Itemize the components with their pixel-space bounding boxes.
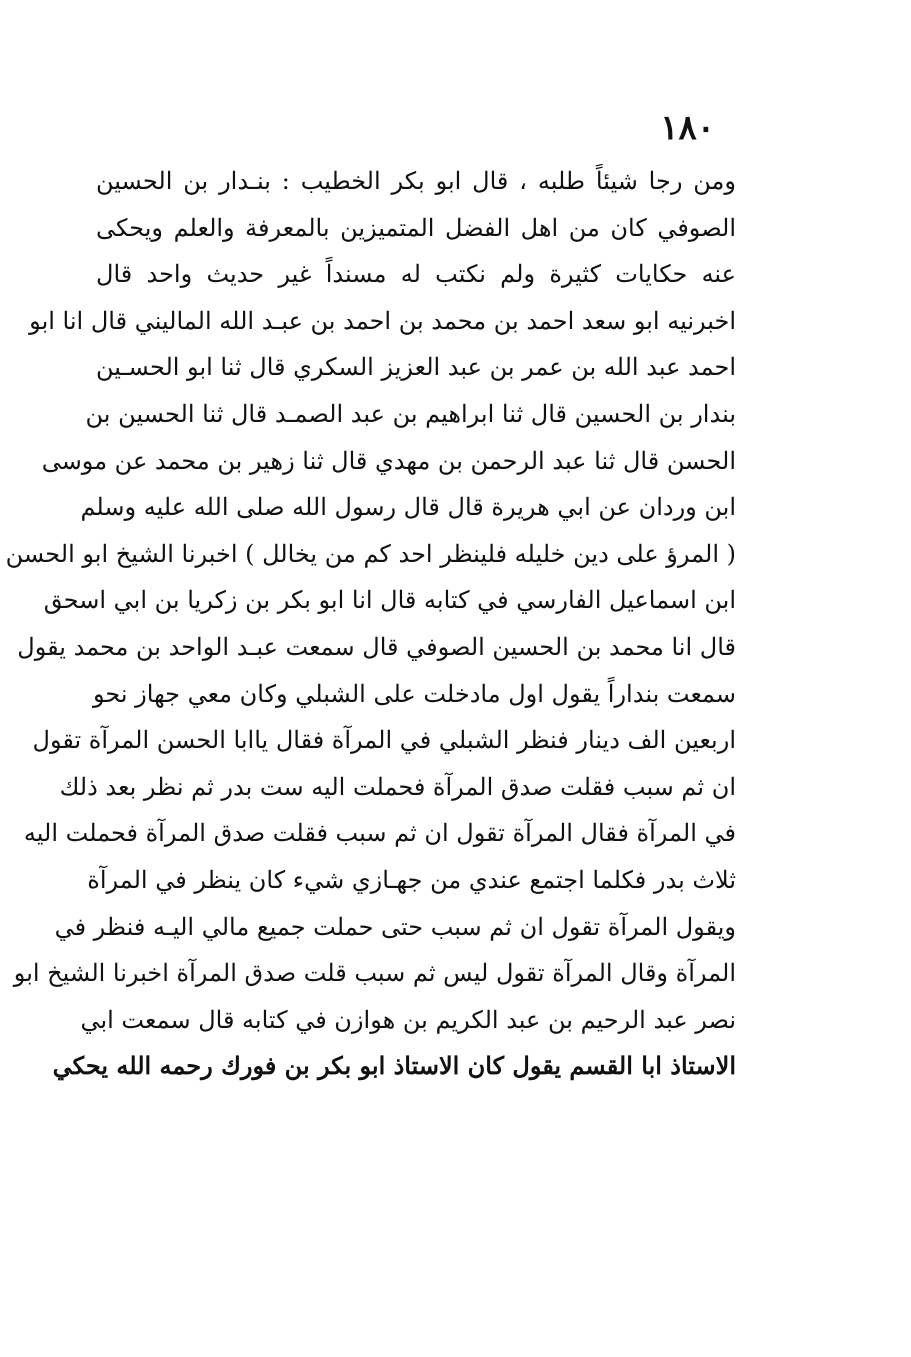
text-line: الصوفي كان من اهل الفضل المتميزين بالمعرفة والعلم ويحكى bbox=[96, 213, 736, 242]
text-line: اخبرنيه ابو سعد احمد بن محمد بن احمد بن عبـد الله الماليني قال انا ابو bbox=[29, 306, 736, 335]
text-line: عنه حكايات كثيرة ولم نكتب له مسنداً غير حديث واحد قال bbox=[96, 260, 736, 289]
text-line: ان ثم سبب فقلت صدق المرآة فحملت اليه ست بدر ثم نظر بعد ذلك bbox=[59, 772, 736, 801]
text-line: ( المرؤ على دين خليله فلينظر احد كم من يخالل ) اخبرنا الشيخ ابو الحسن bbox=[5, 539, 736, 568]
text-line: احمد عبد الله بن عمر بن عبد العزيز السكري قال ثنا ابو الحسـين bbox=[96, 353, 736, 382]
text-line: سمعت بنداراً يقول اول مادخلت على الشبلي وكان معي جهاز نحو bbox=[92, 679, 736, 708]
text-line: قال انا محمد بن الحسين الصوفي قال سمعت عبـد الواحد بن محمد يقول bbox=[17, 632, 736, 661]
text-line: في المرآة فقال المرآة تقول ان ثم سبب فقلت صدق المرآة فحملت اليه bbox=[23, 819, 736, 848]
text-line: اربعين الف دينار فنظر الشبلي في المرآة فقال ياابا الحسن المرآة تقول bbox=[32, 726, 736, 755]
text-line: بندار بن الحسين قال ثنا ابراهيم بن عبد الصمـد قال ثنا الحسين بن bbox=[85, 399, 736, 428]
body-text bbox=[5, 158, 736, 1090]
text-line: ويقول المرآة تقول ان ثم سبب حتى حملت جميع مالي اليـه فنظر في bbox=[54, 912, 736, 941]
text-line: ابن وردان عن ابي هريرة قال قال رسول الله صلى الله عليه وسلم bbox=[80, 493, 736, 522]
text-line: المرآة وقال المرآة تقول ليس ثم سبب قلت صدق المرآة اخبرنا الشيخ ابو bbox=[13, 959, 736, 988]
text-line: ثلاث بدر فكلما اجتمع عندي من جهـازي شيء كان ينظر في المرآة bbox=[87, 865, 736, 894]
page-number: ١٨٠ bbox=[660, 108, 715, 148]
text-line: ابن اسماعيل الفارسي في كتابه قال انا ابو بكر بن زكريا بن ابي اسحق bbox=[43, 586, 736, 615]
text-line: الحسن قال ثنا عبد الرحمن بن مهدي قال ثنا زهير بن محمد عن موسى bbox=[41, 446, 736, 475]
text-line: نصر عبد الرحيم بن عبد الكريم بن هوازن في كتابه قال سمعت ابي bbox=[80, 1005, 736, 1034]
text-line: الاستاذ ابا القسم يقول كان الاستاذ ابو بكر بن فورك رحمه الله يحكي bbox=[52, 1051, 736, 1081]
text-line: ومن رجا شيئاً طلبه ، قال ابو بكر الخطيب : بنـدار بن الحسين bbox=[96, 167, 736, 195]
